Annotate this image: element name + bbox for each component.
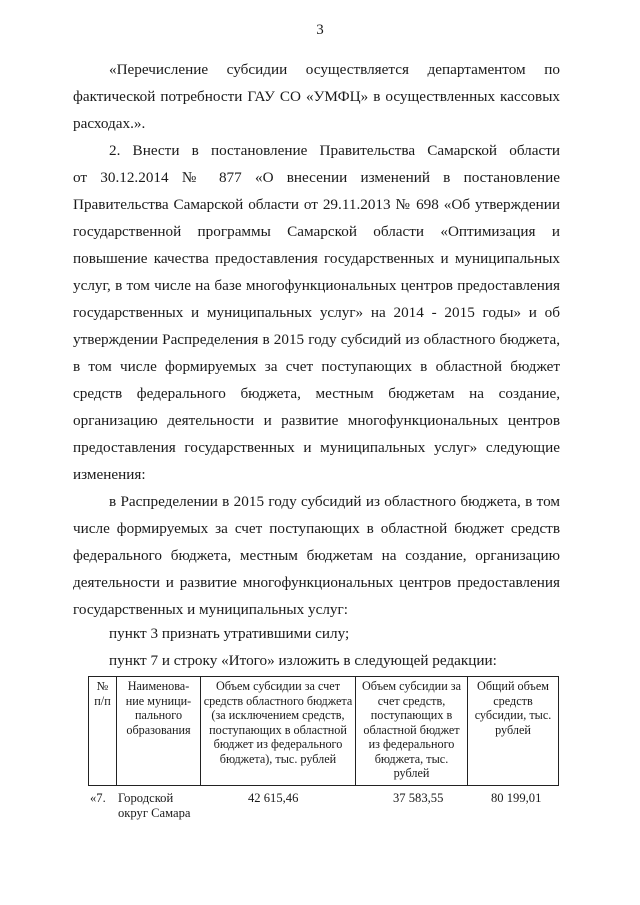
row-total-amount: 80 199,01 [491,791,542,805]
paragraph-2-line: Правительства Самарской области от 29.11.2013 № 698 «Об утверждении [73,196,560,213]
paragraph-4-line: пункт 3 признать утратившими силу; [109,625,350,642]
table-header-cell: Общий объем средств субсидии, тыс. рублей [468,677,559,786]
paragraph-2-line: утверждении Распределения в 2015 году субсидий из областного бюджета, [73,331,560,348]
paragraph-2-line: организацию деятельности и развитие многофункциональных центров [73,412,560,429]
paragraph-2-line: государственных и муниципальных услуг» на 2014 - 2015 годы» и об [73,304,560,321]
subsidy-table [88,676,558,786]
row-name-line2: округ Самара [118,806,191,820]
paragraph-5 [109,647,560,674]
table-header-row [89,677,559,786]
paragraph-3-line: деятельности и развитие многофункциональных центров предоставления [73,574,560,591]
paragraph-2-line: средств федерального бюджета, местным бюджетам на создание, [73,385,560,402]
paragraph-2-line: 2. Внести в постановление Правительства Самарской области [109,142,560,159]
paragraph-5-line: пункт 7 и строку «Итого» изложить в следующей редакции: [109,652,497,669]
page-number: 3 [316,22,324,38]
paragraph-2-line: повышение качества предоставления государственных и муниципальных [73,250,560,267]
row-name-line1: Городской [118,791,174,805]
table-header-cell: Объем субсидии за счет средств, поступающих в областной бюджет из федерального бюджета, тыс. рублей [356,677,468,786]
paragraph-2-line: от 30.12.2014 № 877 «О внесении изменений в постановление [73,169,560,186]
row-regional-amount: 42 615,46 [248,791,299,805]
paragraph-3-line: государственных и муниципальных услуг: [73,601,348,618]
paragraph-3 [73,488,560,623]
paragraph-1-line: «Перечисление субсидии осуществляется департаментом по [109,61,560,78]
table-header-cell: № п/п [89,677,117,786]
paragraph-3-line: числе формируемых за счет поступающих в областной бюджет средств [73,520,560,537]
row-number: «7. [90,791,106,805]
paragraph-2 [73,137,560,488]
paragraph-2-line: предоставления государственных и муниципальных услуг» следующие [73,439,560,456]
paragraph-1 [73,56,560,137]
paragraph-3-line: в Распределении в 2015 году субсидий из областного бюджета, в том [109,493,560,510]
paragraph-2-line: государственной программы Самарской области «Оптимизация и [73,223,560,240]
paragraph-2-line: в том числе формируемых за счет поступающих в областной бюджет [73,358,560,375]
paragraph-3-line: федерального бюджета, местным бюджетам на создание, организацию [73,547,560,564]
row-federal-amount: 37 583,55 [393,791,444,805]
paragraph-2-line: изменения: [73,466,146,483]
table-header-cell: Объем субсидии за счет средств областного бюджета (за исключением средств, поступающих в областной бюджет из федерального бюджета), тыс. рублей [201,677,356,786]
paragraph-4 [109,620,560,647]
paragraph-2-line: услуг, в том числе на базе многофункциональных центров предоставления [73,277,560,294]
table-header-cell: Наименова-ние муници-пального образования [117,677,201,786]
paragraph-1-line: фактической потребности ГАУ СО «УМФЦ» в осуществленных кассовых [73,88,560,105]
paragraph-1-line: расходах.». [73,115,146,132]
